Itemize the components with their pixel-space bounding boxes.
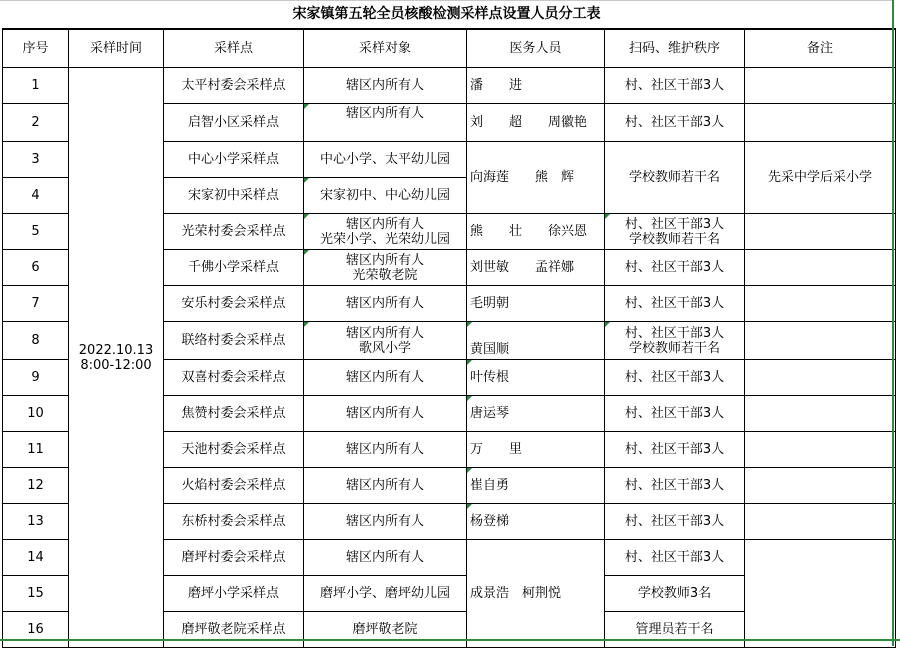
cell-order[interactable]: 村、社区干部3人 [605, 104, 745, 142]
sampling-date: 2022.10.13 [78, 342, 154, 358]
order-line: 学校教师若干名 [628, 231, 720, 247]
header-site[interactable]: 采样点 [164, 29, 304, 68]
cell-medical[interactable]: 杨登梯 [467, 504, 605, 540]
cell-site[interactable]: 启智小区采样点 [164, 104, 304, 142]
cell-no[interactable]: 8 [3, 322, 69, 360]
cell-remark[interactable] [745, 322, 896, 360]
cell-site[interactable]: 磨坪敬老院采样点 [164, 612, 304, 648]
cell-medical[interactable]: 刘世敏 孟祥娜 [467, 250, 605, 286]
cell-no[interactable]: 3 [3, 142, 69, 178]
selection-border-bottom [0, 639, 900, 641]
cell-target[interactable]: 辖区内所有人 [304, 360, 467, 396]
cell-no[interactable]: 13 [3, 504, 69, 540]
target-line: 辖区内所有人 [345, 252, 424, 268]
cell-target[interactable]: 辖区内所有人 [304, 468, 467, 504]
cell-site[interactable]: 中心小学采样点 [164, 142, 304, 178]
cell-remark[interactable] [745, 468, 896, 504]
cell-target[interactable]: 辖区内所有人 [304, 396, 467, 432]
cell-remark[interactable] [745, 504, 896, 540]
cell-remark-merged[interactable] [745, 540, 896, 648]
table-row [3, 68, 896, 104]
target-line: 光荣小学、光荣幼儿园 [319, 231, 450, 247]
header-target[interactable]: 采样对象 [304, 29, 467, 68]
cell-medical[interactable]: 刘 超 周徽艳 [467, 104, 605, 142]
cell-target[interactable]: 辖区内所有人 [304, 432, 467, 468]
cell-remark[interactable] [745, 360, 896, 396]
cell-order[interactable]: 村、社区干部3人 [605, 504, 745, 540]
cell-target[interactable]: 辖区内所有人 [304, 104, 467, 142]
cell-remark[interactable] [745, 432, 896, 468]
header-no[interactable]: 序号 [3, 29, 69, 68]
cell-medical[interactable]: 毛明朝 [467, 286, 605, 322]
target-line: 辖区内所有人 [345, 325, 424, 341]
target-line: 辖区内所有人 [345, 216, 424, 232]
cell-target[interactable]: 中心小学、太平幼儿园 [304, 142, 467, 178]
cell-order[interactable]: 村、社区干部3人 [605, 360, 745, 396]
cell-medical[interactable]: 熊 壮 徐兴恩 [467, 214, 605, 250]
cell-remark[interactable] [745, 214, 896, 250]
cell-no[interactable]: 16 [3, 612, 69, 648]
header-time[interactable]: 采样时间 [69, 29, 164, 68]
cell-order[interactable]: 管理员若干名 [605, 612, 745, 648]
cell-order-merged[interactable]: 学校教师若干名 [605, 142, 745, 214]
cell-order[interactable]: 村、社区干部3人 [605, 432, 745, 468]
cell-no[interactable]: 4 [3, 178, 69, 214]
cell-remark[interactable] [745, 250, 896, 286]
cell-no[interactable]: 14 [3, 540, 69, 576]
cell-sampling-time[interactable] [69, 68, 164, 648]
cell-site[interactable]: 双喜村委会采样点 [164, 360, 304, 396]
header-remark[interactable]: 备注 [745, 29, 896, 68]
sheet-title: 宋家镇第五轮全员核酸检测采样点设置人员分工表 [0, 0, 893, 28]
cell-no[interactable]: 10 [3, 396, 69, 432]
cell-site[interactable]: 宋家初中采样点 [164, 178, 304, 214]
cell-medical[interactable]: 叶传根 [467, 360, 605, 396]
cell-remark[interactable] [745, 68, 896, 104]
cell-medical[interactable]: 唐运琴 [467, 396, 605, 432]
cell-target[interactable] [304, 322, 467, 360]
cell-site[interactable]: 安乐村委会采样点 [164, 286, 304, 322]
sampling-hours: 8:00-12:00 [80, 357, 152, 373]
cell-order[interactable]: 村、社区干部3人 [605, 250, 745, 286]
cell-no[interactable]: 5 [3, 214, 69, 250]
order-line: 村、社区干部3人 [624, 216, 725, 232]
cell-order[interactable]: 学校教师3名 [605, 576, 745, 612]
cell-remark[interactable] [745, 104, 896, 142]
cell-site[interactable]: 联络村委会采样点 [164, 322, 304, 360]
cell-target[interactable]: 磨坪小学、磨坪幼儿园 [304, 576, 467, 612]
target-line: 光荣敬老院 [352, 267, 418, 283]
cell-target[interactable]: 宋家初中、中心幼儿园 [304, 178, 467, 214]
cell-site[interactable]: 磨坪村委会采样点 [164, 540, 304, 576]
cell-order[interactable]: 村、社区干部3人 [605, 540, 745, 576]
cell-medical[interactable]: 万 里 [467, 432, 605, 468]
cell-no[interactable]: 11 [3, 432, 69, 468]
header-medical[interactable]: 医务人员 [467, 29, 605, 68]
cell-site[interactable]: 磨坪小学采样点 [164, 576, 304, 612]
cell-site[interactable]: 焦赞村委会采样点 [164, 396, 304, 432]
cell-medical-merged[interactable]: 成景浩 柯荆悦 [467, 540, 605, 648]
cell-target[interactable]: 辖区内所有人 [304, 68, 467, 104]
cell-target[interactable]: 辖区内所有人 [304, 286, 467, 322]
cell-medical[interactable]: 崔自勇 [467, 468, 605, 504]
cell-no[interactable]: 9 [3, 360, 69, 396]
cell-remark[interactable] [745, 396, 896, 432]
cell-order[interactable] [605, 214, 745, 250]
cell-no[interactable]: 12 [3, 468, 69, 504]
cell-medical[interactable]: 黄国顺 [467, 322, 605, 360]
cell-no[interactable]: 15 [3, 576, 69, 612]
header-order[interactable]: 扫码、维护秩序 [605, 29, 745, 68]
cell-site[interactable]: 东桥村委会采样点 [164, 504, 304, 540]
cell-no[interactable]: 7 [3, 286, 69, 322]
cell-target[interactable] [304, 250, 467, 286]
cell-order[interactable]: 村、社区干部3人 [605, 68, 745, 104]
order-line: 学校教师若干名 [628, 340, 720, 356]
selection-border-right [892, 0, 894, 646]
cell-medical-merged[interactable]: 向海莲 熊 辉 [467, 142, 605, 214]
cell-no[interactable]: 1 [3, 68, 69, 104]
cell-target[interactable]: 磨坪敬老院 [304, 612, 467, 648]
cell-remark-merged[interactable]: 先采中学后采小学 [745, 142, 896, 214]
cell-site[interactable]: 千佛小学采样点 [164, 250, 304, 286]
order-line: 村、社区干部3人 [624, 325, 725, 341]
cell-site[interactable]: 火焰村委会采样点 [164, 468, 304, 504]
cell-order[interactable]: 村、社区干部3人 [605, 468, 745, 504]
cell-site[interactable]: 光荣村委会采样点 [164, 214, 304, 250]
target-line: 歌风小学 [358, 340, 411, 356]
cell-order[interactable] [605, 322, 745, 360]
cell-site[interactable]: 太平村委会采样点 [164, 68, 304, 104]
cell-remark[interactable] [745, 286, 896, 322]
cell-no[interactable]: 6 [3, 250, 69, 286]
cell-site[interactable]: 天池村委会采样点 [164, 432, 304, 468]
cell-order[interactable]: 村、社区干部3人 [605, 396, 745, 432]
staff-assignment-table [2, 28, 896, 648]
cell-target[interactable]: 辖区内所有人 [304, 540, 467, 576]
header-row [3, 29, 896, 68]
cell-medical[interactable]: 潘 进 [467, 68, 605, 104]
cell-order[interactable]: 村、社区干部3人 [605, 286, 745, 322]
cell-target[interactable] [304, 214, 467, 250]
cell-target[interactable]: 辖区内所有人 [304, 504, 467, 540]
cell-no[interactable]: 2 [3, 104, 69, 142]
